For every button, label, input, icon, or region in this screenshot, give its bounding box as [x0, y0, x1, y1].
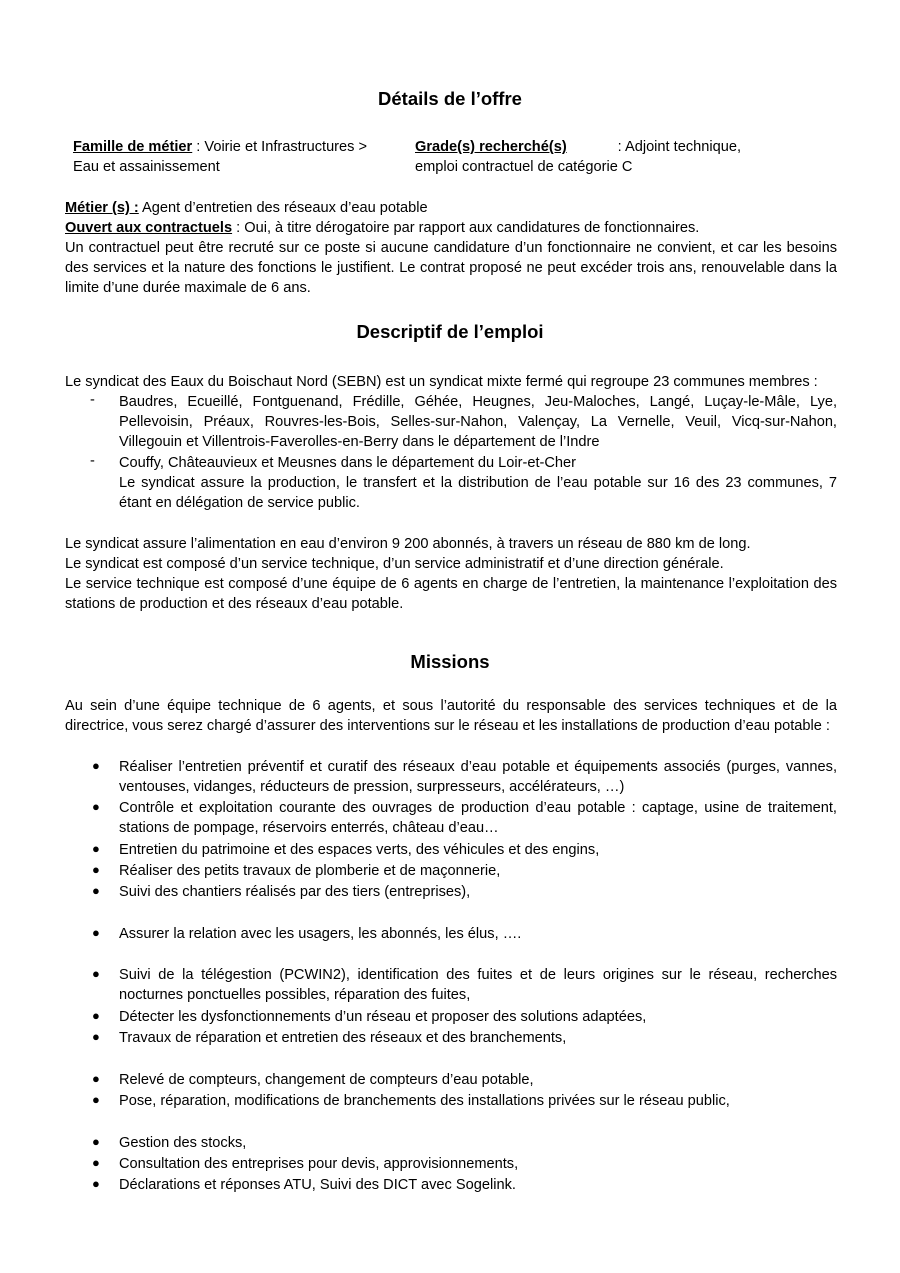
famille-value: : Voirie et Infrastructures > — [192, 139, 368, 155]
composition-line: Le syndicat est composé d’un service technique, d’un service administratif et d’une direction générale. — [65, 556, 724, 572]
mission-item — [92, 1028, 837, 1048]
bullet-marker: ● — [92, 925, 100, 940]
alimentation-line: Le syndicat assure l’alimentation en eau d’environ 9 200 abonnés, à travers un réseau de 880 km de long. — [65, 536, 751, 552]
ouvert-line — [65, 218, 699, 238]
grade-value: : Adjoint technique, — [617, 139, 741, 155]
dash-marker: - — [90, 392, 95, 408]
metier-label: Métier (s) : — [65, 200, 139, 216]
metier-value: Agent d’entretien des réseaux d’eau potable — [138, 200, 428, 216]
mission-text: Déclarations et réponses ATU, Suivi des DICT avec Sogelink. — [119, 1177, 516, 1193]
mission-text: Consultation des entreprises pour devis, approvisionnements, — [119, 1156, 519, 1172]
ouvert-value: : Oui, à titre dérogatoire par rapport aux candidatures de fonctionnaires. — [232, 220, 700, 236]
bullet-marker: ● — [92, 1176, 100, 1191]
mission-text: Contrôle et exploitation courante des ouvrages de production d’eau potable : captage, usine de traitement, stations de pompage, réservoirs enterrés, château d’eau… — [119, 800, 837, 837]
missions-heading: Missions — [410, 651, 490, 672]
mission-item — [92, 798, 837, 838]
mission-text: Réaliser des petits travaux de plomberie et de maçonnerie, — [119, 863, 501, 879]
bullet-marker: ● — [92, 1155, 100, 1170]
mission-item — [92, 1154, 837, 1174]
bullet-marker: ● — [92, 1071, 100, 1086]
grade-line-1 — [415, 137, 741, 157]
grade-line-2: emploi contractuel de catégorie C — [415, 159, 633, 175]
mission-text: Relevé de compteurs, changement de compteurs d’eau potable, — [119, 1072, 534, 1088]
bullet-marker: ● — [92, 966, 100, 981]
mission-item — [92, 1175, 837, 1195]
descriptif-intro: Le syndicat des Eaux du Boischaut Nord (SEBN) est un syndicat mixte fermé qui regroupe 23 communes membres : — [65, 374, 818, 390]
mission-item — [92, 1007, 837, 1027]
bullet-marker: ● — [92, 841, 100, 856]
mission-text: Réaliser l’entretien préventif et curatif des réseaux d’eau potable et équipements associés (purges, vannes, ventouses, vidanges, réducteurs de pression, surpresseurs, accélérateurs, …) — [119, 759, 837, 796]
mission-item — [92, 924, 837, 944]
bullet-marker: ● — [92, 799, 100, 814]
service-technique-paragraph: Le service technique est composé d’une équipe de 6 agents en charge de l’entretien, la maintenance l’exploitation des stations de production et des réseaux d’eau potable. — [65, 576, 837, 613]
famille-label: Famille de métier — [73, 139, 193, 155]
mission-item — [92, 882, 837, 902]
famille-line-1 — [73, 137, 367, 157]
list-item — [90, 392, 837, 453]
mission-text: Suivi de la télégestion (PCWIN2), identification des fuites et de leurs origines sur le réseau, recherches nocturnes ponctuelles possibles, réparation des fuites, — [119, 967, 837, 1004]
details-heading: Détails de l’offre — [378, 88, 522, 109]
dash-marker: - — [90, 453, 95, 469]
grade-label: Grade(s) recherché(s) — [415, 139, 567, 155]
mission-text: Pose, réparation, modifications de branchements des installations privées sur le réseau public, — [119, 1093, 730, 1109]
mission-text: Gestion des stocks, — [119, 1135, 247, 1151]
mission-item — [92, 1091, 837, 1111]
mission-text: Entretien du patrimoine et des espaces verts, des véhicules et des engins, — [119, 842, 600, 858]
descriptif-heading: Descriptif de l’emploi — [356, 321, 544, 342]
metier-line — [65, 198, 428, 218]
mission-item — [92, 1133, 837, 1153]
mission-item — [92, 840, 837, 860]
bullet-marker: ● — [92, 1092, 100, 1107]
mission-text: Assurer la relation avec les usagers, les abonnés, les élus, …. — [119, 926, 522, 942]
list-item-text: Baudres, Ecueillé, Fontguenand, Frédille, Géhée, Heugnes, Jeu-Maloches, Langé, Luçay-le-Mâle, Lye, Pellevoisin, Préaux, Rouvres-les-Bois, Selles-sur-Nahon, Valençay, La Vernelle, Veuil, Vicq-sur-Nahon, Villegouin et Villentrois-Faverolles-en-Berry dans le département de l’Indre — [119, 394, 837, 451]
list-item — [90, 453, 837, 473]
bullet-marker: ● — [92, 758, 100, 773]
bullet-marker: ● — [92, 1134, 100, 1149]
mission-item — [92, 757, 837, 797]
mission-text: Détecter les dysfonctionnements d’un réseau et proposer des solutions adaptées, — [119, 1009, 647, 1025]
bullet-marker: ● — [92, 883, 100, 898]
missions-intro: Au sein d’une équipe technique de 6 agents, et sous l’autorité du responsable des services techniques et de la directrice, vous serez chargé d’assurer des interventions sur le réseau et les installations de production d’eau potable : — [65, 698, 837, 735]
mission-text: Suivi des chantiers réalisés par des tiers (entreprises), — [119, 884, 471, 900]
mission-text: Travaux de réparation et entretien des réseaux et des branchements, — [119, 1030, 567, 1046]
contractuel-paragraph: Un contractuel peut être recruté sur ce poste si aucune candidature d’un fonctionnaire ne convient, et car les besoins des services et la nature des fonctions le justifient. Le contrat proposé ne peut excéder trois ans, renouvelable dans la limite d’une durée maximale de 6 ans. — [65, 240, 837, 297]
famille-line-2: Eau et assainissement — [73, 159, 220, 175]
bullet-marker: ● — [92, 862, 100, 877]
bullet-marker: ● — [92, 1008, 100, 1023]
mission-item — [92, 861, 837, 881]
mission-item — [92, 1070, 837, 1090]
ouvert-label: Ouvert aux contractuels — [65, 220, 233, 236]
bullet-marker: ● — [92, 1029, 100, 1044]
list-item-text: Couffy, Châteauvieux et Meusnes dans le département du Loir-et-Cher — [119, 455, 576, 471]
mission-item — [92, 965, 837, 1005]
production-paragraph: Le syndicat assure la production, le transfert et la distribution de l’eau potable sur 16 des 23 communes, 7 étant en délégation de service public. — [119, 475, 837, 512]
